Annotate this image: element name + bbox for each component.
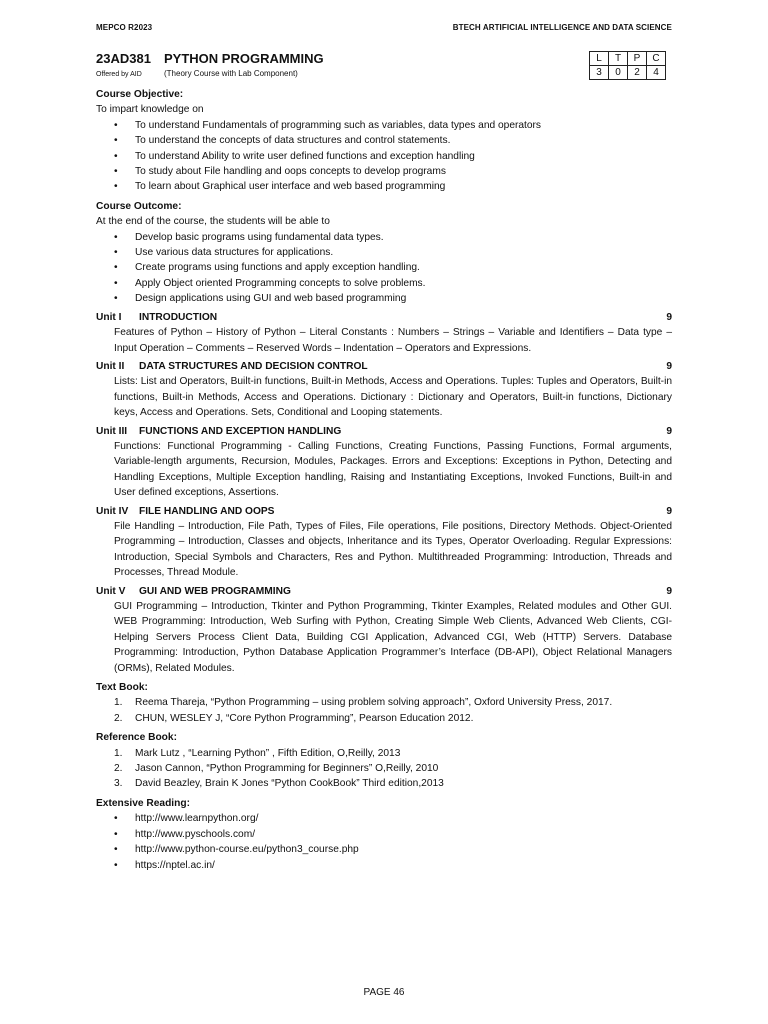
reference-item — [114, 746, 672, 761]
textbook-text: Reema Thareja, “Python Programming – using problem solving approach”, Oxford University Press, 2017. — [135, 697, 613, 709]
objective-item: • To learn about Graphical user interface and web based programming — [114, 179, 672, 194]
unit-title: INTRODUCTION — [139, 311, 218, 323]
unit-number: Unit II — [96, 360, 125, 372]
list-number: 1. — [114, 697, 123, 709]
list-number: 3. — [114, 778, 123, 790]
ltpc-label-c: C — [647, 52, 666, 66]
reference-title: Reference Book: — [96, 732, 177, 744]
outcome-title: Course Outcome: — [96, 200, 182, 212]
unit-title: DATA STRUCTURES AND DECISION CONTROL — [139, 360, 368, 372]
unit-5-heading — [96, 584, 672, 599]
list-number: 1. — [114, 747, 123, 759]
unit-1-heading — [96, 310, 672, 325]
ltpc-value-p: 2 — [628, 66, 647, 80]
reference-item — [114, 761, 672, 776]
ltpc-label-t: T — [609, 52, 628, 66]
ltpc-value-l: 3 — [590, 66, 609, 80]
textbook-text: CHUN, WESLEY J, “Core Python Programming”, Pearson Education 2012. — [135, 712, 474, 724]
unit-2-body: Lists: List and Operators, Built-in functions, Built-in Methods, Access and Operations. Tuples: Tuples and Operators, Built-in functions, Built-in Methods, Access and Operations. Dictionary : Dictionary and Operators, Built-in functions, Dictionary keys, Access and Operations. Sets, Conditional and Looping statements. — [114, 376, 672, 419]
unit-hours: 9 — [666, 425, 672, 437]
reading-link[interactable]: • http://www.learnpython.org/ — [114, 811, 672, 826]
objective-item: • To understand Ability to write user defined functions and exception handling — [114, 149, 672, 164]
unit-title: GUI AND WEB PROGRAMMING — [139, 585, 291, 597]
unit-2-heading — [96, 359, 672, 374]
reading-link[interactable]: • http://www.pyschools.com/ — [114, 827, 672, 842]
objective-item: • To study about File handling and oops concepts to develop programs — [114, 164, 672, 179]
ltpc-label-l: L — [590, 52, 609, 66]
textbook-item — [114, 695, 672, 710]
textbook-title: Text Book: — [96, 682, 148, 694]
reading-title: Extensive Reading: — [96, 797, 190, 809]
unit-4-body: File Handling – Introduction, File Path, Types of Files, File operations, File positions, Directory Methods. Object-Oriented Programming – Introduction, Classes and objects, Inheritance and its Types, Operator Overloading. Regular Expressions: Introduction, Special Symbols and Characters, Res and Python. Multithreaded Programming: Introduction, Threads and Processes, Thread Module. — [114, 520, 672, 579]
unit-number: Unit III — [96, 425, 128, 437]
ltpc-label-p: P — [628, 52, 647, 66]
reference-text: Mark Lutz , “Learning Python” , Fifth Edition, O,Reilly, 2013 — [135, 747, 401, 759]
reference-text: David Beazley, Brain K Jones “Python CookBook” Third edition,2013 — [135, 778, 444, 790]
course-name: PYTHON PROGRAMMING — [164, 51, 324, 66]
unit-4-heading — [96, 504, 672, 519]
course-type: (Theory Course with Lab Component) — [164, 69, 298, 78]
unit-3-body: Functions: Functional Programming - Calling Functions, Creating Functions, Passing Functions, Formal arguments, Variable-length arguments, Recursion, Modules, Packages. Errors and Exceptions: Exceptions in Python, Detecting and Handling Exceptions, Multiple Exception handling, Raising and Instantiating Exceptions, Invoked Functions, Built-in and User defined exceptions, Assertions. — [114, 440, 672, 499]
textbook-list — [96, 695, 672, 726]
course-code: 23AD381 — [96, 51, 151, 66]
outcome-item: • Create programs using functions and apply exception handling. — [114, 260, 672, 275]
unit-5-body: GUI Programming – Introduction, Tkinter and Python Programming, Tkinter Examples, Related modules and Other GUI. WEB Programming: Introduction, Web Surfing with Python, Creating Simple Web Clients, Advanced Web Clients, CGI-Helping Servers Process Client Data, Building CGI Application, Advanced CGI, Web (HTTP) Servers. Database Programming: Introduction, Python Database Application Programmer’s Interface (DB-API), Object Relational Managers (ORMs), Related Modules. — [114, 601, 672, 674]
ltpc-value-row — [590, 66, 666, 80]
outcome-item: • Use various data structures for applications. — [114, 245, 672, 260]
unit-hours: 9 — [666, 585, 672, 597]
unit-3-heading — [96, 424, 672, 439]
header-regulation: MEPCO R2023 — [96, 23, 153, 32]
page-number: PAGE 46 — [363, 987, 405, 998]
objective-list — [96, 118, 672, 195]
unit-number: Unit V — [96, 585, 126, 597]
outcome-item: • Apply Object oriented Programming concepts to solve problems. — [114, 276, 672, 291]
reference-text: Jason Cannon, “Python Programming for Beginners” O,Reilly, 2010 — [135, 763, 439, 775]
reading-link[interactable]: • http://www.python-course.eu/python3_course.php — [114, 842, 672, 857]
unit-hours: 9 — [666, 360, 672, 372]
reference-list — [96, 746, 672, 792]
unit-number: Unit I — [96, 311, 122, 323]
objective-item: • To understand Fundamentals of programming such as variables, data types and operators — [114, 118, 672, 133]
ltpc-value-c: 4 — [647, 66, 666, 80]
ltpc-label-row — [590, 52, 666, 66]
reference-item — [114, 776, 672, 791]
unit-hours: 9 — [666, 505, 672, 517]
reading-list — [96, 811, 672, 873]
outcome-intro: At the end of the course, the students will be able to — [96, 216, 330, 228]
outcome-list — [96, 230, 672, 307]
unit-1-body: Features of Python – History of Python – Literal Constants : Numbers – Strings – Variable and Identifiers – Data type – Input Operation – Comments – Reserved Words – Indentation – Operators and Expressions. — [114, 327, 672, 354]
unit-title: FUNCTIONS AND EXCEPTION HANDLING — [139, 425, 342, 437]
reading-link[interactable]: • https://nptel.ac.in/ — [114, 858, 672, 873]
course-subtitle-row — [96, 69, 298, 78]
list-number: 2. — [114, 763, 123, 775]
outcome-item: • Develop basic programs using fundamental data types. — [114, 230, 672, 245]
syllabus-content — [96, 87, 672, 873]
textbook-item — [114, 711, 672, 726]
offered-by: Offered by AID — [96, 71, 142, 78]
unit-number: Unit IV — [96, 505, 129, 517]
ltpc-value-t: 0 — [609, 66, 628, 80]
list-number: 2. — [114, 712, 123, 724]
outcome-item: • Design applications using GUI and web based programming — [114, 291, 672, 306]
ltpc-table — [589, 51, 666, 80]
objective-intro: To impart knowledge on — [96, 104, 204, 116]
unit-hours: 9 — [666, 311, 672, 323]
header-program: BTECH ARTIFICIAL INTELLIGENCE AND DATA SCIENCE — [452, 23, 672, 32]
objective-item: • To understand the concepts of data structures and control statements. — [114, 133, 672, 148]
objective-title: Course Objective: — [96, 89, 184, 100]
unit-title: FILE HANDLING AND OOPS — [139, 505, 275, 517]
